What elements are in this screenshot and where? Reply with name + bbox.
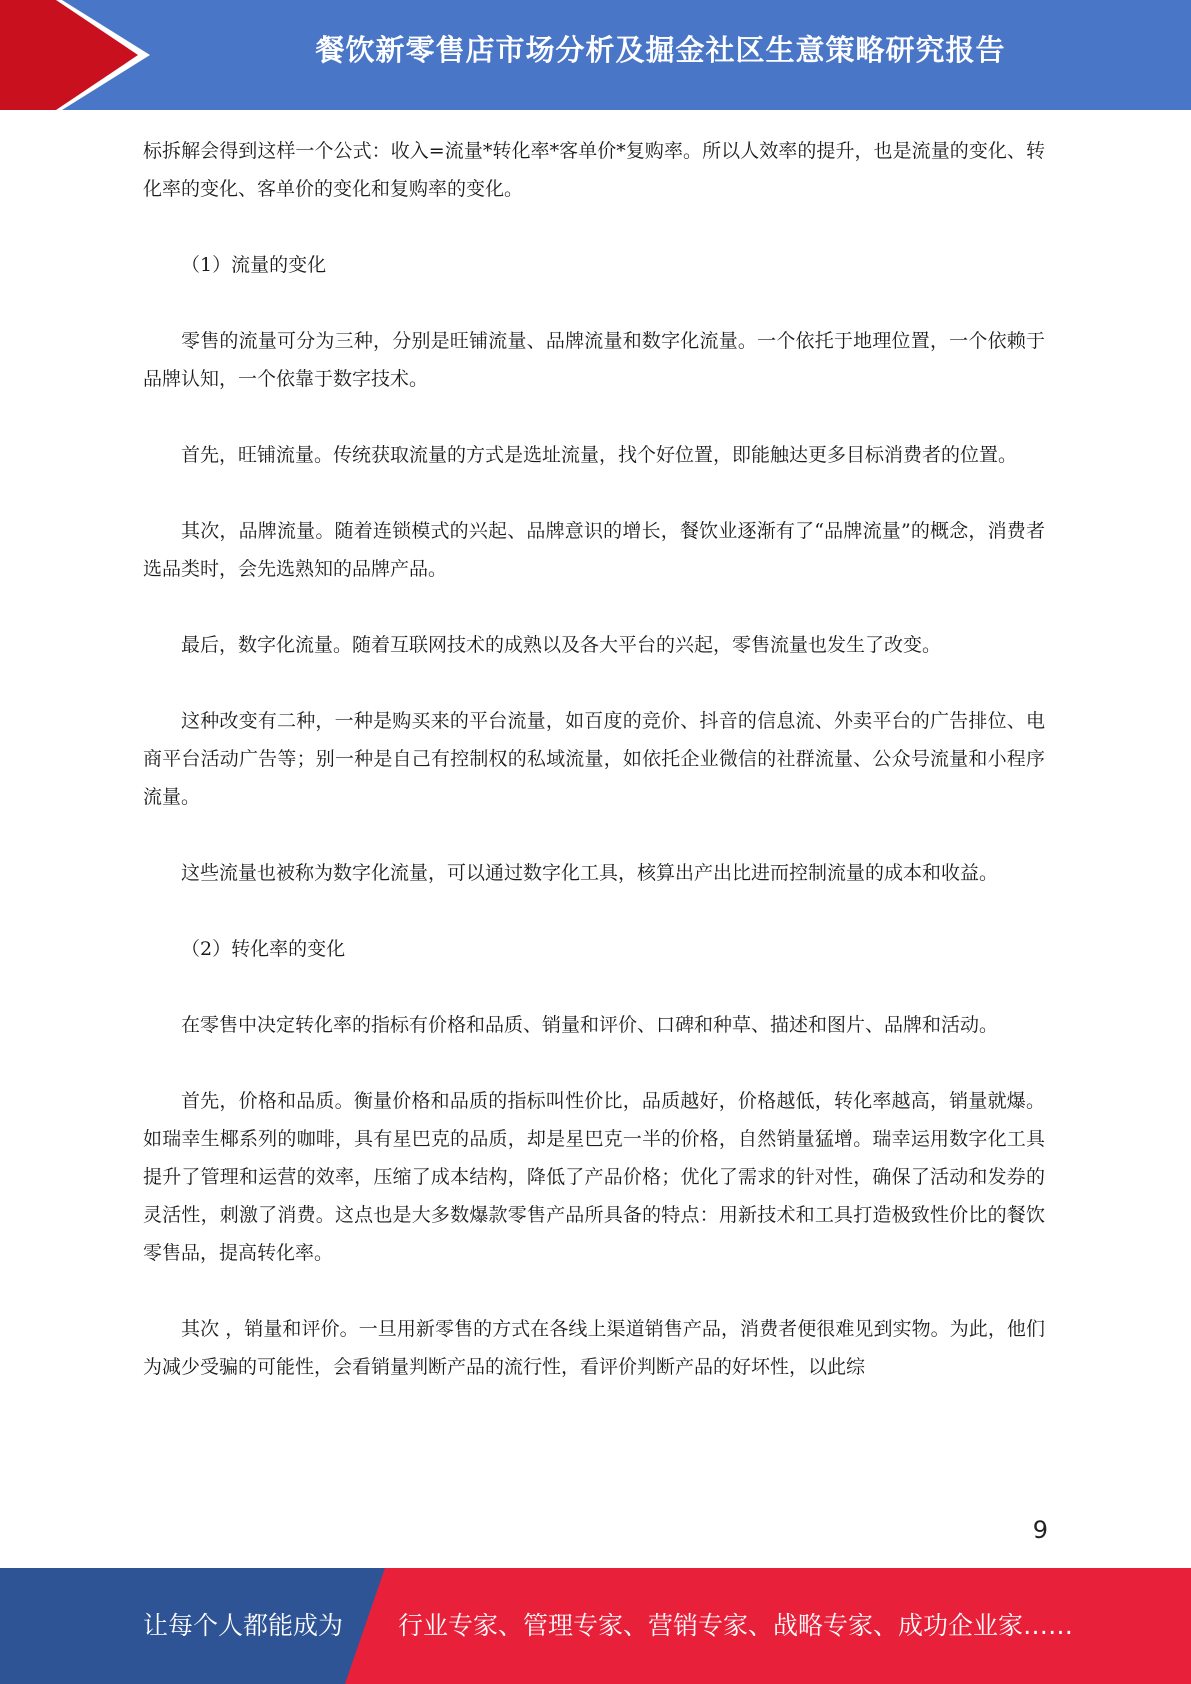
- report-title: 餐饮新零售店市场分析及掘金社区生意策略研究报告: [315, 33, 1006, 67]
- paragraph: 其次，品牌流量。随着连锁模式的兴起、品牌意识的增长，餐饮业逐渐有了“品牌流量”的概念，消费者选品类时，会先选熟知的品牌产品。: [143, 520, 1045, 580]
- paragraph: 标拆解会得到这样一个公式：收入=流量*转化率*客单价*复购率。所以人效率的提升，也是流量的变化、转化率的变化、客单价的变化和复购率的变化。: [143, 140, 1045, 200]
- section-heading-conversion: （2）转化率的变化: [181, 938, 346, 960]
- paragraph: 最后，数字化流量。随着互联网技术的成熟以及各大平台的兴起，零售流量也发生了改变。: [181, 634, 942, 656]
- page-header: [0, 0, 1191, 110]
- page-number: 9: [1032, 1516, 1048, 1544]
- footer-slogan-right: 行业专家、管理专家、营销专家、战略专家、成功企业家……: [398, 1611, 1074, 1640]
- red-chevron-icon: [0, 0, 160, 110]
- paragraph: 在零售中决定转化率的指标有价格和品质、销量和评价、口碑和种草、描述和图片、品牌和活动。: [181, 1014, 999, 1036]
- paragraph: 其次 ，销量和评价。一旦用新零售的方式在各线上渠道销售产品，消费者便很难见到实物。为此，他们为减少受骗的可能性，会看销量判断产品的流行性，看评价判断产品的好坏性，以此综: [143, 1318, 1045, 1378]
- paragraph: 这种改变有二种，一种是购买来的平台流量，如百度的竞价、抖音的信息流、外卖平台的广告排位、电商平台活动广告等；别一种是自己有控制权的私域流量，如依托企业微信的社群流量、公众号流量和小程序流量。: [143, 710, 1045, 808]
- page-footer: [0, 1568, 1191, 1684]
- document-body: [143, 132, 1045, 1424]
- paragraph: 这些流量也被称为数字化流量，可以通过数字化工具，核算出产出比进而控制流量的成本和收益。: [181, 862, 999, 884]
- paragraph: 首先，价格和品质。衡量价格和品质的指标叫性价比，品质越好，价格越低，转化率越高，销量就爆。如瑞幸生椰系列的咖啡，具有星巴克的品质，却是星巴克一半的价格，自然销量猛增。瑞幸运用数字化工具提升了管理和运营的效率，压缩了成本结构，降低了产品价格；优化了需求的针对性，确保了活动和发券的灵活性，刺激了消费。这点也是大多数爆款零售产品所具备的特点：用新技术和工具打造极致性价比的餐饮零售品，提高转化率。: [143, 1090, 1045, 1264]
- footer-slogan-left: 让每个人都能成为: [143, 1611, 344, 1640]
- section-heading-traffic: （1）流量的变化: [181, 254, 327, 276]
- paragraph: 首先，旺铺流量。传统获取流量的方式是选址流量，找个好位置，即能触达更多目标消费者的位置。: [181, 444, 1018, 466]
- paragraph: 零售的流量可分为三种，分别是旺铺流量、品牌流量和数字化流量。一个依托于地理位置，一个依赖于品牌认知，一个依靠于数字技术。: [143, 330, 1045, 390]
